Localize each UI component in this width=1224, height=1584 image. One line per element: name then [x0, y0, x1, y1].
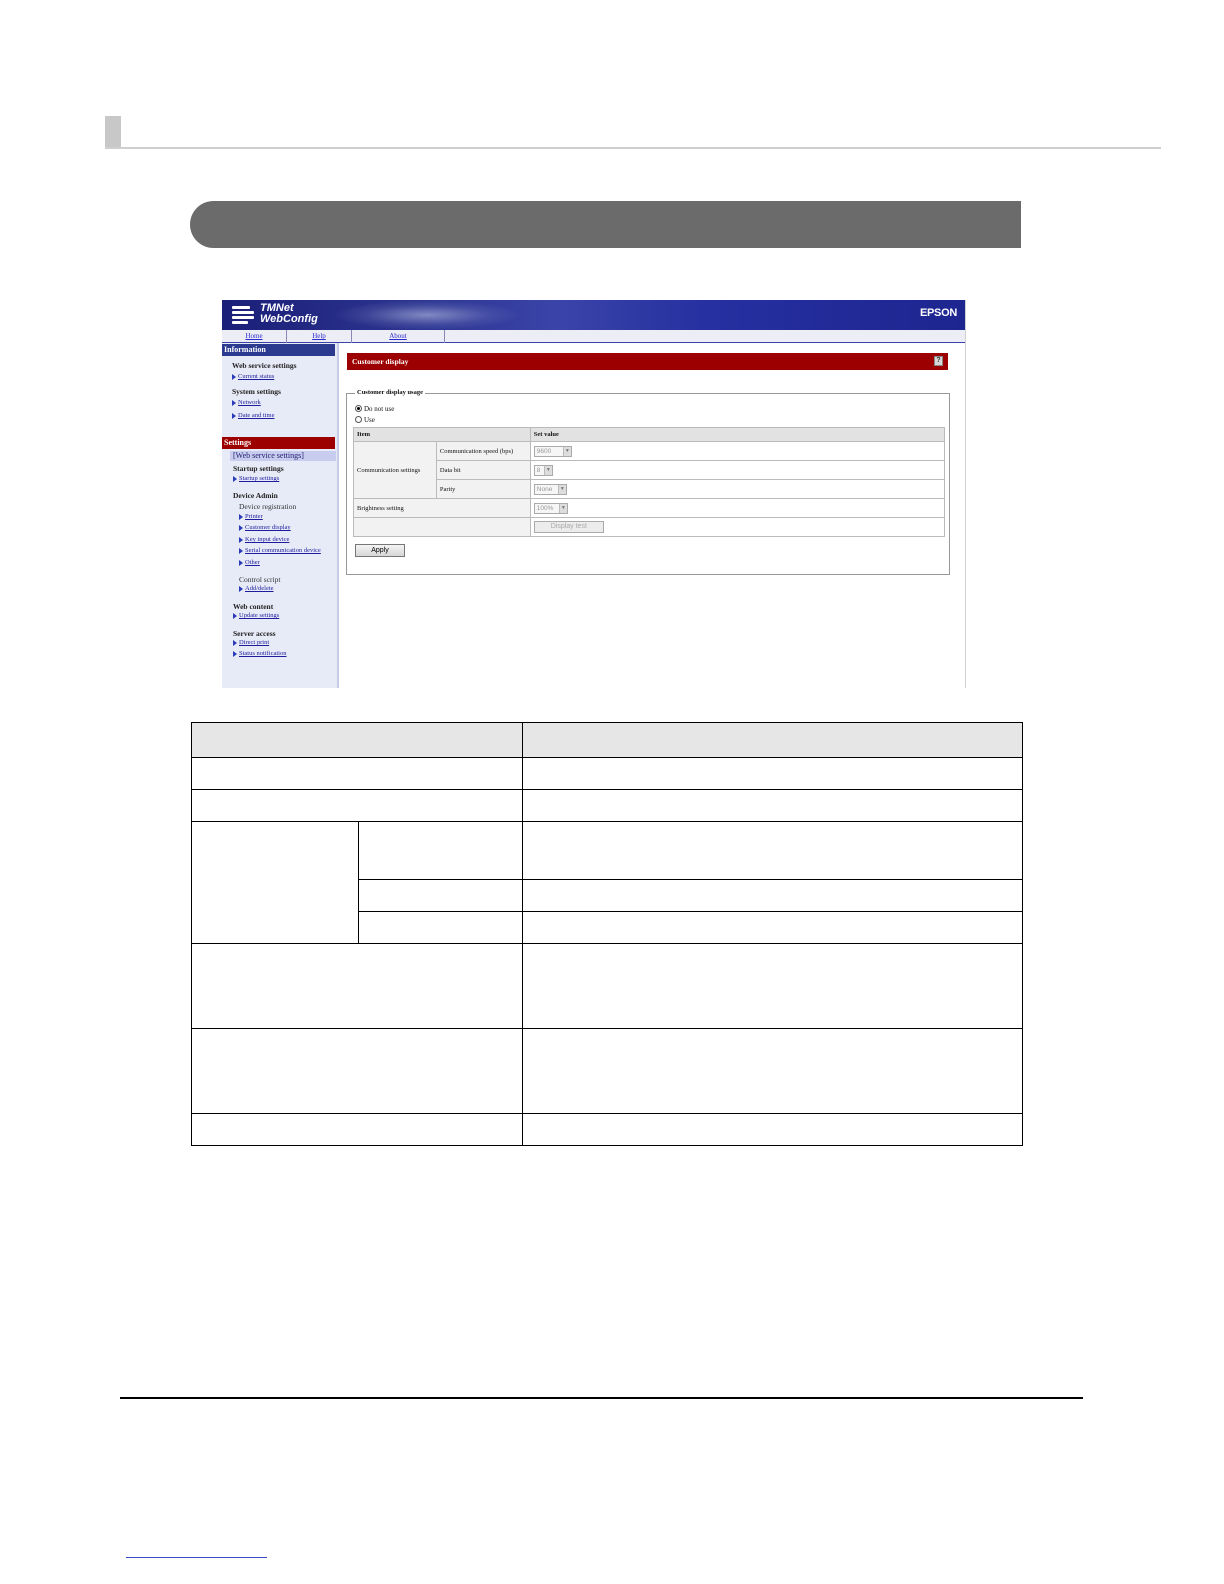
sidebar-link-printer[interactable]: Printer	[245, 513, 263, 520]
desc-cell	[359, 880, 523, 912]
desc-cell	[523, 944, 1023, 1029]
footer-link-underline	[126, 1557, 267, 1558]
desc-cell	[192, 822, 359, 944]
display-test-button[interactable]: Display test	[534, 521, 604, 533]
sidebar-link-key-input[interactable]: Key input device	[245, 536, 290, 543]
sidebar-group-server-access: Server access	[233, 629, 276, 638]
desc-cell	[192, 1029, 523, 1114]
help-icon[interactable]: ?	[934, 356, 943, 366]
settings-table	[353, 427, 945, 537]
sidebar-link-startup-settings[interactable]: Startup settings	[239, 475, 280, 482]
sidebar-link-current-status[interactable]: Current status	[238, 373, 275, 380]
desc-cell	[192, 1114, 523, 1146]
section-title-bar	[190, 201, 1021, 248]
sidebar-group-web-service: Web service settings	[232, 361, 297, 370]
footer-rule	[120, 1397, 1083, 1399]
sidebar-link-other[interactable]: Other	[245, 559, 260, 566]
link-arrow-icon	[232, 400, 236, 406]
brightness-select[interactable]	[534, 503, 568, 514]
link-arrow-icon	[239, 548, 243, 554]
link-arrow-icon	[233, 476, 237, 482]
link-arrow-icon	[239, 560, 243, 566]
desc-cell	[523, 1114, 1023, 1146]
data-bit-value: 8	[536, 466, 541, 474]
chevron-down-icon: ▼	[563, 447, 571, 456]
main-content	[342, 343, 966, 688]
panel-title: Customer display	[352, 357, 409, 366]
parity-label: Parity	[436, 480, 530, 499]
radio-button-checked[interactable]	[355, 405, 362, 412]
brightness-label: Brightness setting	[354, 499, 531, 518]
apply-button[interactable]: Apply	[355, 544, 405, 557]
sidebar-link-serial-device[interactable]: Serial communication device	[245, 547, 321, 554]
desc-cell	[359, 822, 523, 880]
sidebar-group-web-content: Web content	[233, 602, 274, 611]
radio-label-use: Use	[364, 416, 375, 424]
link-arrow-icon	[232, 413, 236, 419]
header-marker	[105, 116, 121, 148]
sidebar-group-startup: Startup settings	[233, 464, 284, 473]
logo-text-line2: WebConfig	[260, 313, 318, 325]
nav-about[interactable]: About	[389, 332, 407, 340]
epson-brand: EPSON	[919, 307, 957, 319]
sidebar-link-status-notification[interactable]: Status notification	[239, 650, 287, 657]
webconfig-screenshot	[222, 300, 966, 688]
desc-cell	[523, 880, 1023, 912]
sidebar-group-device-admin: Device Admin	[233, 491, 278, 500]
top-nav	[222, 330, 966, 343]
fieldset-legend: Customer display usage	[357, 389, 423, 396]
desc-cell	[192, 790, 523, 822]
sidebar-group-system-settings: System settings	[232, 387, 281, 396]
brightness-value: 100%	[536, 504, 554, 512]
description-table	[191, 722, 1023, 1146]
empty-label-cell	[354, 518, 531, 537]
link-arrow-icon	[239, 537, 243, 543]
desc-header-cell	[192, 723, 523, 758]
sidebar-device-registration: Device registration	[239, 502, 297, 511]
nav-help[interactable]: Help	[312, 332, 326, 340]
link-arrow-icon	[233, 640, 237, 646]
desc-cell	[523, 758, 1023, 790]
sidebar-link-update-settings[interactable]: Update settings	[239, 612, 280, 619]
sidebar-selected-web-service[interactable]: [Web service settings]	[230, 451, 336, 461]
link-arrow-icon	[239, 525, 243, 531]
desc-cell	[192, 758, 523, 790]
sidebar	[222, 343, 339, 688]
chevron-down-icon: ▼	[544, 466, 552, 475]
radio-use[interactable]	[355, 416, 375, 424]
desc-cell	[523, 790, 1023, 822]
sidebar-link-customer-display[interactable]: Customer display	[245, 524, 291, 531]
app-banner	[222, 300, 966, 330]
sidebar-link-add-delete[interactable]: Add/delete	[245, 585, 274, 592]
nav-home[interactable]: Home	[245, 332, 263, 340]
chevron-down-icon: ▼	[559, 504, 567, 513]
sidebar-link-network[interactable]: Network	[238, 399, 261, 406]
sidebar-link-direct-print[interactable]: Direct print	[239, 639, 270, 646]
sidebar-control-script: Control script	[239, 575, 281, 584]
radio-button-unchecked[interactable]	[355, 416, 362, 423]
col-header-item: Item	[354, 428, 531, 442]
desc-cell	[359, 912, 523, 944]
logo-text-line1: TMNet	[260, 302, 294, 314]
link-arrow-icon	[239, 514, 243, 520]
radio-label-do-not-use: Do not use	[364, 405, 395, 413]
parity-value: None	[536, 485, 553, 493]
chevron-down-icon: ▼	[558, 485, 566, 494]
sidebar-link-date-time[interactable]: Date and time	[238, 412, 275, 419]
link-arrow-icon	[233, 651, 237, 657]
desc-cell	[523, 822, 1023, 880]
comm-speed-value: 9600	[536, 447, 552, 455]
desc-cell	[523, 912, 1023, 944]
comm-settings-label: Communication settings	[354, 442, 437, 499]
parity-select[interactable]	[534, 484, 567, 495]
data-bit-select[interactable]	[534, 465, 553, 476]
desc-cell	[192, 944, 523, 1029]
header-rule	[105, 147, 1161, 149]
link-arrow-icon	[239, 586, 243, 592]
link-arrow-icon	[232, 374, 236, 380]
banner-decoration	[332, 300, 522, 330]
comm-speed-select[interactable]	[534, 446, 572, 457]
sidebar-settings-header: Settings	[222, 437, 335, 449]
customer-display-title-bar	[347, 353, 948, 370]
desc-cell	[523, 1029, 1023, 1114]
sidebar-information-header: Information	[222, 344, 335, 356]
col-header-set-value: Set value	[530, 428, 944, 442]
tmnet-logo-icon	[232, 304, 254, 326]
data-bit-label: Data bit	[436, 461, 530, 480]
radio-do-not-use[interactable]	[355, 405, 394, 413]
link-arrow-icon	[233, 613, 237, 619]
customer-display-usage-fieldset	[346, 389, 950, 575]
desc-header-cell	[523, 723, 1023, 758]
comm-speed-label: Communication speed (bps)	[436, 442, 530, 461]
